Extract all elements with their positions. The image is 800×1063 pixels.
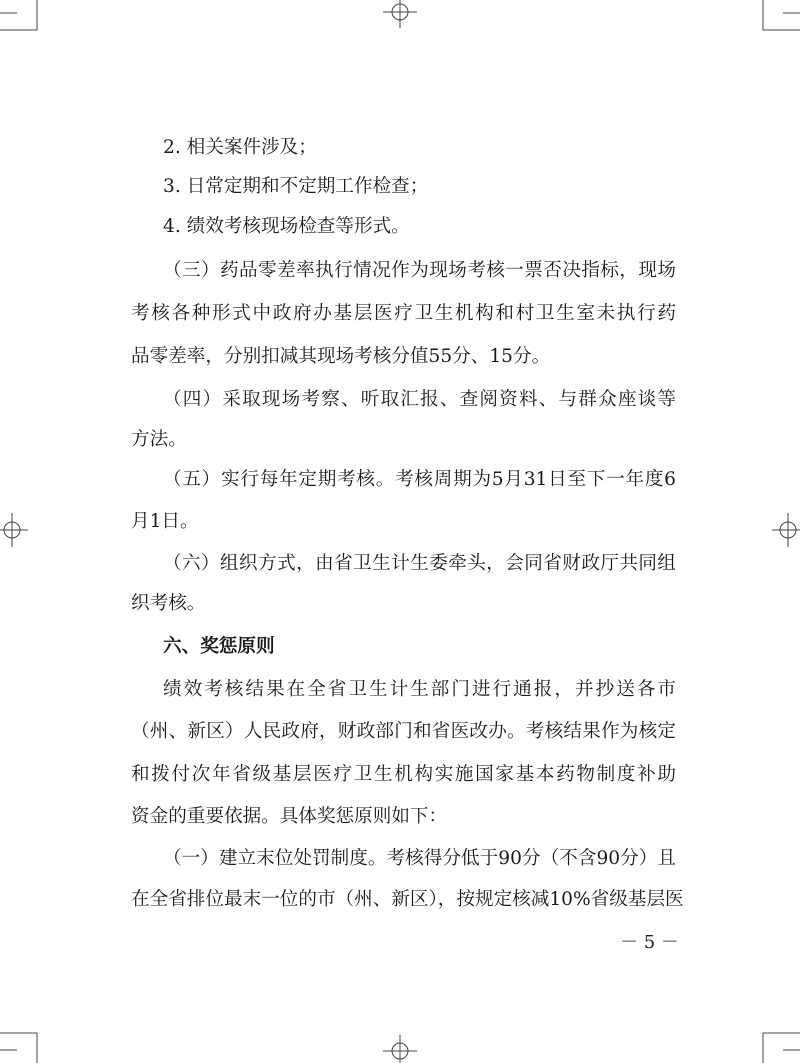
paragraph-7-line-4: 资金的重要依据。具体奖惩原则如下： [131, 806, 448, 827]
paragraph-7-line-2: （州、新区）人民政府，财政部门和省医改办。考核结果作为核定 [131, 721, 676, 742]
paragraph-6-line-1: （六）组织方式，由省卫生计生委牵头，会同省财政厅共同组 [163, 553, 676, 574]
page-number: － 5 － [620, 932, 679, 953]
paragraph-8-line-1: （一）建立末位处罚制度。考核得分低于90分（不含90分）且 [163, 848, 676, 869]
paragraph-3-line-1: （三）药品零差率执行情况作为现场考核一票否决指标，现场 [163, 260, 676, 281]
paragraph-8-line-2: 在全省排位最末一位的市（州、新区），按规定核减10%省级基层医 [131, 889, 684, 910]
paragraph-4-line-2: 方法。 [131, 429, 187, 450]
paragraph-5-line-2: 月1日。 [131, 511, 199, 532]
paragraph-4-line-1: （四）采取现场考察、听取汇报、查阅资料、与群众座谈等 [163, 389, 676, 410]
section-heading: 六、奖惩原则 [163, 636, 275, 657]
list-item-4: 4. 绩效考核现场检查等形式。 [163, 216, 410, 237]
paragraph-5-line-1: （五）实行每年定期考核。考核周期为5月31日至下一年度6 [163, 469, 676, 490]
list-item-3: 3. 日常定期和不定期工作检查； [163, 176, 429, 197]
paragraph-7-line-3: 和拨付次年省级基层医疗卫生机构实施国家基本药物制度补助 [131, 764, 676, 785]
paragraph-7-line-1: 绩效考核结果在全省卫生计生部门进行通报，并抄送各市 [163, 679, 676, 700]
paragraph-3-line-3: 品零差率，分别扣减其现场考核分值55分、15分。 [131, 346, 551, 367]
paragraph-6-line-2: 织考核。 [131, 593, 206, 614]
paragraph-3-line-2: 考核各种形式中政府办基层医疗卫生机构和村卫生室未执行药 [131, 303, 676, 324]
list-item-2: 2. 相关案件涉及； [163, 137, 317, 158]
